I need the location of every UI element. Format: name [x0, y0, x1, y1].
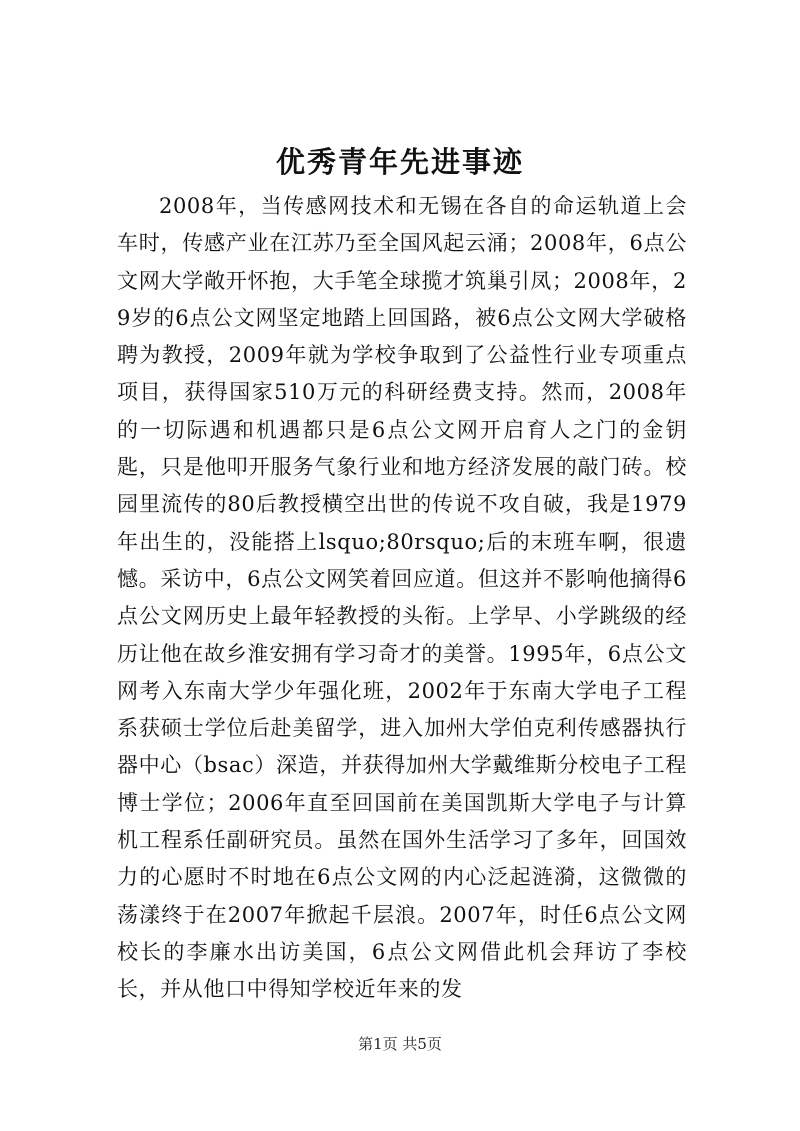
body-paragraph: 2008年，当传感网技术和无锡在各自的命运轨道上会车时，传感产业在江苏乃至全国风起云涌；2008年，6点公文网大学敞开怀抱，大手笔全球揽才筑巢引凤；2008年，29岁的6点公文网坚定地踏上回国路，被6点公文网大学破格聘为教授，2009年就为学校争取到了公益性行业专项重点项目，获得国家510万元的科研经费支持。然而，2008年的一切际遇和机遇都只是6点公文网开启育人之门的金钥匙，只是他叩开服务气象行业和地方经济发展的敲门砖。校园里流传的80后教授横空出世的传说不攻自破，我是1979年出生的，没能搭上lsquo;80rsquo;后的末班车啊，很遗憾。采访中，6点公文网笑着回应道。但这并不影响他摘得6点公文网历史上最年轻教授的头衔。上学早、小学跳级的经历让他在故乡淮安拥有学习奇才的美誉。1995年，6点公文网考入东南大学少年强化班，2002年于东南大学电子工程系获硕士学位后赴美留学，进入加州大学伯克利传感器执行器中心（bsac）深造，并获得加州大学戴维斯分校电子工程博士学位；2006年直至回国前在美国凯斯大学电子与计算机工程系任副研究员。虽然在国外生活学习了多年，回国效力的心愿时不时地在6点公文网的内心泛起涟漪，这微微的荡漾终于在2007年掀起千层浪。2007年，时任6点公文网校长的李廉水出访美国，6点公文网借此机会拜访了李校长，并从他口中得知学校近年来的发 [117, 194, 687, 1002]
page-title: 优秀青年先进事迹 [275, 145, 524, 179]
page-footer: 第1页 共5页 [358, 1035, 442, 1053]
